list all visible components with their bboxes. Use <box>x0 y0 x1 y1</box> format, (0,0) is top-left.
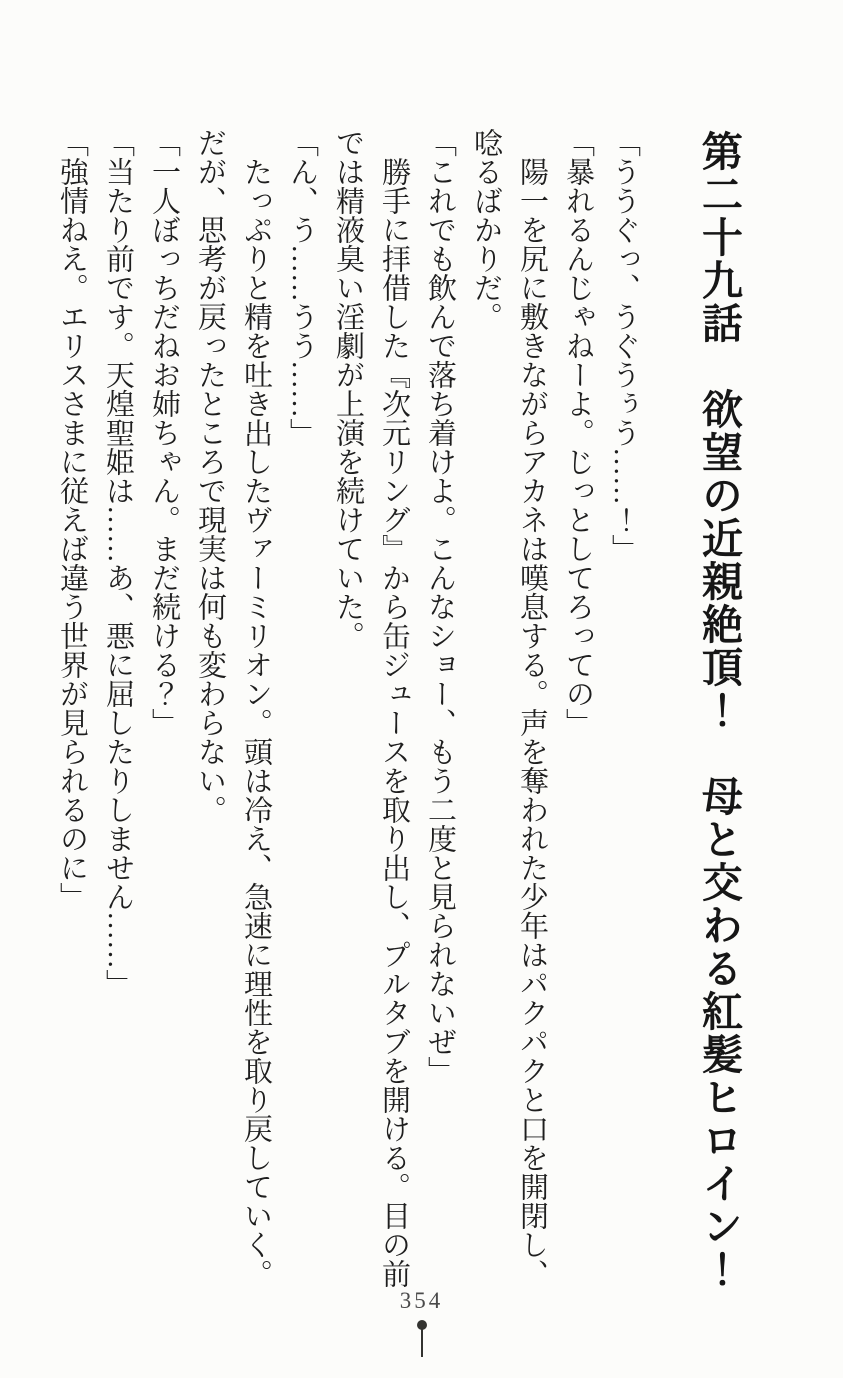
paragraph-dialogue: 「強情ねえ。エリスさまに従えば違う世界が見られるのに」 <box>56 128 88 911</box>
paragraph-dialogue: 「ん、う……うう……」 <box>286 128 318 447</box>
paragraph-narration: 勝手に拝借した『次元リング』から缶ジュースを取り出し、プルタブを開ける。目の前では精液臭い淫劇が上演を続けていた。 <box>332 128 410 1288</box>
page-marker-icon <box>416 1320 428 1360</box>
page-footer <box>0 1288 843 1360</box>
chapter-title: 第二十九話 欲望の近親絶頂！ 母と交わる紅髪ヒロイン！ <box>696 130 742 1291</box>
paragraph-dialogue: 「ううぐっ、うぐうぅう……！」 <box>608 128 640 563</box>
paragraph-dialogue: 「当たり前です。天煌聖姫は……あ、悪に屈したりしません……」 <box>102 128 134 998</box>
paragraph-narration: たっぷりと精を吐き出したヴァーミリオン。頭は冷え、急速に理性を取り戻していく。だが、思考が戻ったところで現実は何も変わらない。 <box>194 128 272 1288</box>
page-number: 354 <box>399 1288 444 1313</box>
paragraph-dialogue: 「これでも飲んで落ち着けよ。こんなショー、もう二度と見られないぜ」 <box>424 128 456 1085</box>
body-text <box>47 128 647 1288</box>
marker-stem <box>421 1329 423 1357</box>
paragraph-narration: 陽一を尻に敷きながらアカネは嘆息する。声を奪われた少年はパクパクと口を開閉し、唸るばかりだ。 <box>470 128 548 1288</box>
paragraph-dialogue: 「暴れるんじゃねーよ。じっとしてろっての」 <box>562 128 594 737</box>
paragraph-dialogue: 「一人ぼっちだねお姉ちゃん。まだ続ける？」 <box>148 128 180 737</box>
